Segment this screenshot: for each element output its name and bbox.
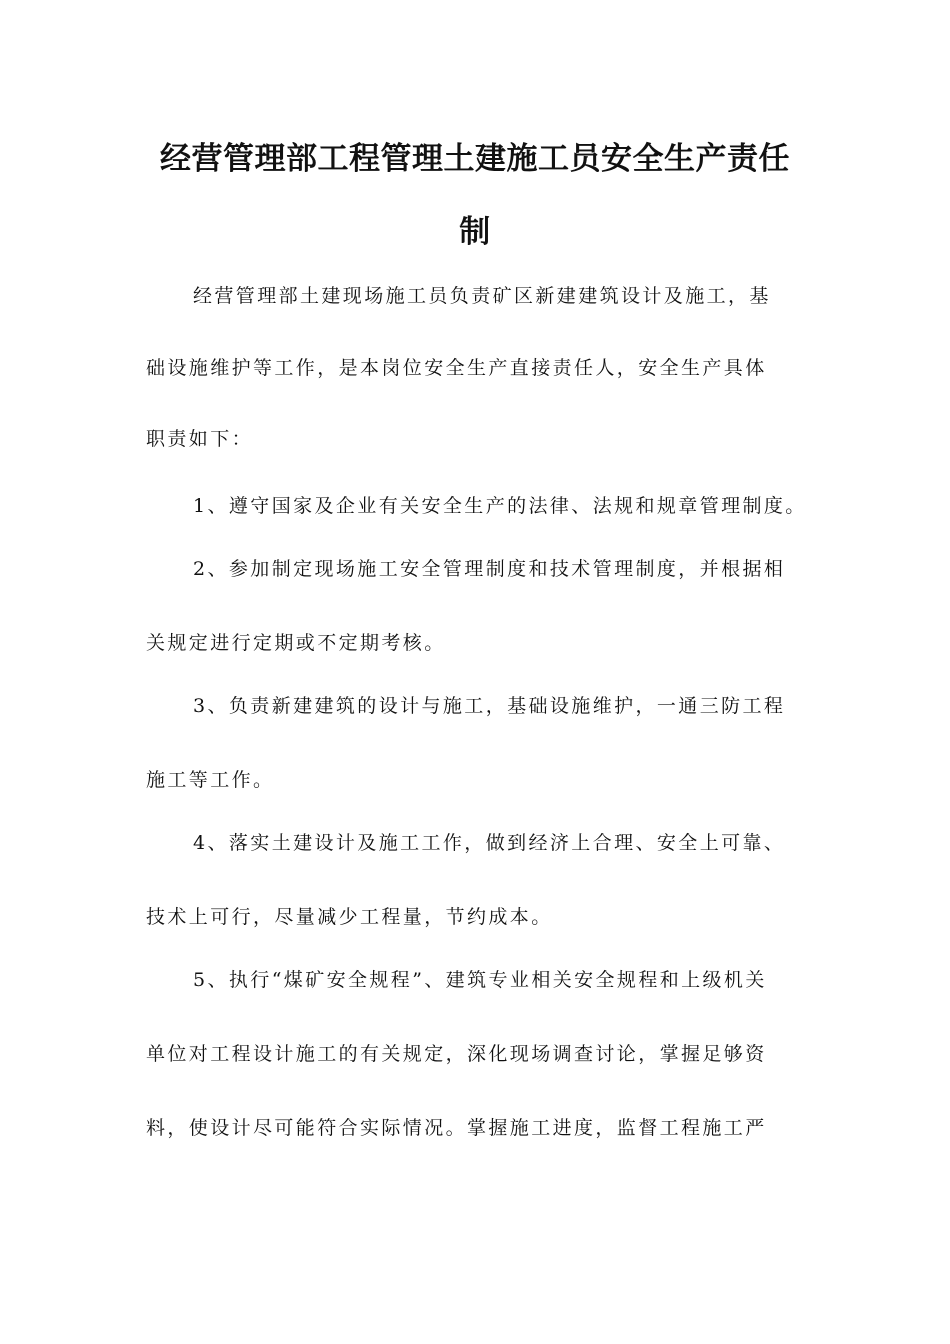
body-line-6: 关规定进行定期或不定期考核。 (146, 632, 446, 654)
body-line-2: 础设施维护等工作，是本岗位安全生产直接责任人，安全生产具体 (146, 357, 767, 379)
body-line-8: 施工等工作。 (146, 769, 275, 791)
body-line-11: 5、执行“煤矿安全规程”、建筑专业相关安全规程和上级机关 (193, 969, 767, 991)
document-title-line-2: 制 (459, 214, 491, 250)
body-line-5: 2、参加制定现场施工安全管理制度和技术管理制度，并根据相 (193, 558, 786, 580)
document-title-line-1: 经营管理部工程管理土建施工员安全生产责任 (160, 141, 790, 177)
body-line-13: 料，使设计尽可能符合实际情况。掌握施工进度，监督工程施工严 (146, 1117, 767, 1139)
body-line-10: 技术上可行，尽量减少工程量，节约成本。 (146, 906, 553, 928)
body-line-12: 单位对工程设计施工的有关规定，深化现场调查讨论，掌握足够资 (146, 1043, 767, 1065)
body-line-7: 3、负责新建建筑的设计与施工，基础设施维护，一通三防工程 (193, 695, 786, 717)
body-line-9: 4、落实土建设计及施工工作，做到经济上合理、安全上可靠、 (193, 832, 786, 854)
body-line-1: 经营管理部土建现场施工员负责矿区新建建筑设计及施工，基 (193, 285, 771, 307)
body-line-3: 职责如下： (146, 428, 254, 450)
body-line-4: 1、遵守国家及企业有关安全生产的法律、法规和规章管理制度。 (193, 495, 807, 517)
